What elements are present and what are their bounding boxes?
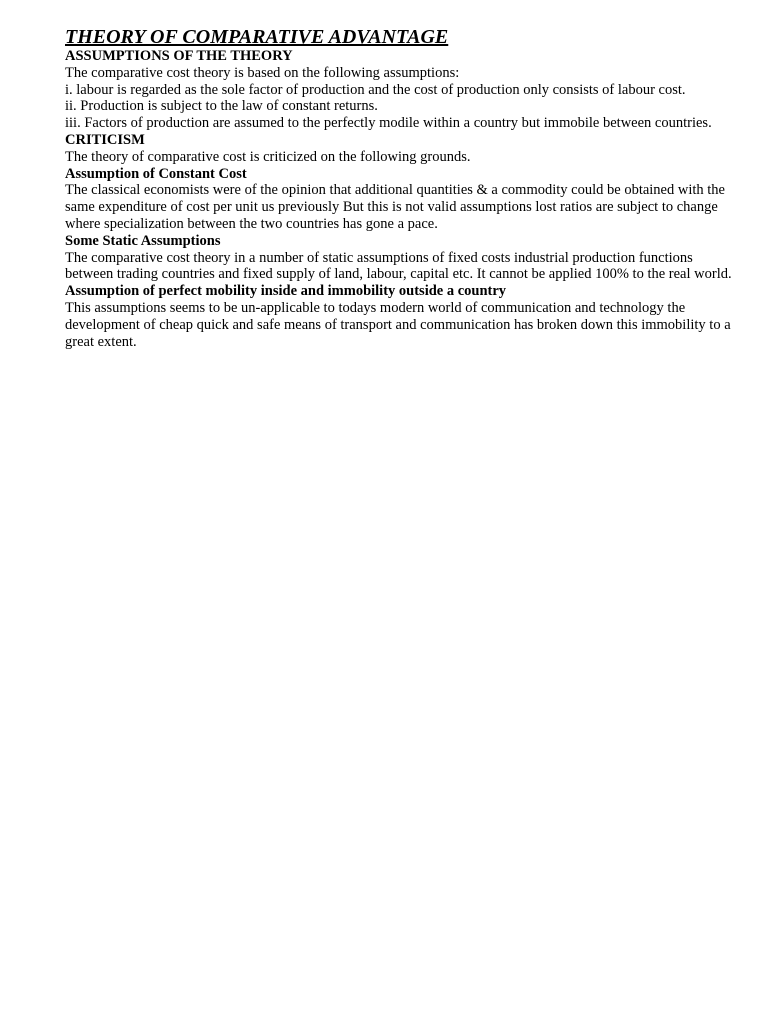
- section-heading-mobility: Assumption of perfect mobility inside and immobility outside a country: [65, 283, 507, 300]
- assumptions-intro: The comparative cost theory is based on the following assumptions:: [65, 64, 460, 81]
- criticism-intro: The theory of comparative cost is criticized on the following grounds.: [65, 148, 471, 165]
- section-heading-constant-cost: Assumption of Constant Cost: [65, 165, 247, 182]
- constant-cost-body: The classical economists were of the opinion that additional quantities & a commodity could be obtained with the same expenditure of cost per unit us previously But this is not valid assumptions lost ratios are subject to change where specialization between the two countries has gone a pace.: [65, 182, 725, 232]
- assumption-item-1: i. labour is regarded as the sole factor of production and the cost of production only consists of labour cost.: [65, 81, 686, 98]
- section-heading-assumptions: ASSUMPTIONS OF THE THEORY: [65, 48, 293, 64]
- assumption-item-3: iii. Factors of production are assumed to the perfectly modile within a country but immobile between countries.: [65, 115, 712, 132]
- assumption-item-2: ii. Production is subject to the law of constant returns.: [65, 98, 378, 115]
- document-page: [65, 26, 737, 350]
- section-heading-criticism: CRITICISM: [65, 131, 145, 148]
- document-title: THEORY OF COMPARATIVE ADVANTAGE: [65, 26, 449, 48]
- mobility-body: This assumptions seems to be un-applicable to todays modern world of communication and technology the development of cheap quick and safe means of transport and communication has broken down this immobility to a great extent.: [65, 299, 731, 350]
- section-heading-static-assumptions: Some Static Assumptions: [65, 232, 221, 249]
- static-assumptions-body: The comparative cost theory in a number of static assumptions of fixed costs industrial production functions between trading countries and fixed supply of land, labour, capital etc. It cannot be applied 100% to the real world.: [65, 249, 732, 283]
